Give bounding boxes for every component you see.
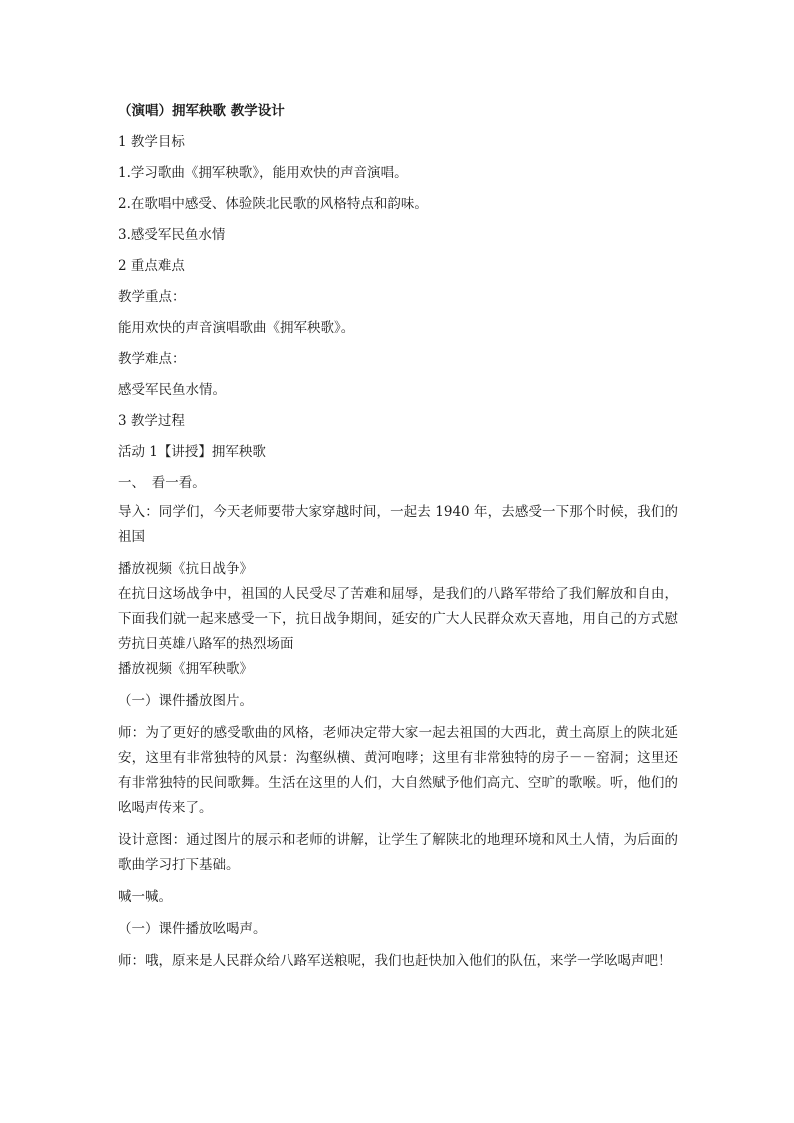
intro-paragraph: 导入：同学们，今天老师要带大家穿越时间，一起去 1940 年，去感受一下那个时候，我们的祖国 <box>118 504 678 545</box>
design-intent-paragraph: 设计意图：通过图片的展示和老师的讲解，让学生了解陕北的地理环境和风土人情，为后面的歌曲学习打下基础。 <box>118 832 678 873</box>
section-heading-keypoints: 2 重点难点 <box>118 258 185 274</box>
keypoint-label: 教学重点： <box>118 289 186 305</box>
objective-1: 1.学习歌曲《拥军秧歌》，能用欢快的声音演唱。 <box>118 165 408 181</box>
document-title: （演唱）拥军秧歌 教学设计 <box>118 103 285 119</box>
video-1-line: 播放视频《抗日战争》 <box>118 561 253 577</box>
document-body <box>118 101 678 974</box>
step-look: 一、 看一看。 <box>118 475 206 491</box>
difficulty-text: 感受军民鱼水情。 <box>118 382 226 398</box>
war-paragraph: 在抗日这场战争中，祖国的人民受尽了苦难和屈辱，是我们的八路军带给了我们解放和自由，下面我们就一起来感受一下，抗日战争期间，延安的广大人民群众欢天喜地，用自己的方式慰劳抗日英雄八路军的热烈场面 <box>118 586 678 652</box>
objective-3: 3.感受军民鱼水情 <box>118 227 226 243</box>
section-heading-process: 3 教学过程 <box>118 413 185 429</box>
activity-heading: 活动 1【讲授】拥军秧歌 <box>118 444 266 460</box>
step-shout: （一）课件播放吆喝声。 <box>118 921 267 937</box>
difficulty-label: 教学难点： <box>118 351 186 367</box>
teacher-paragraph-1: 师：为了更好的感受歌曲的风格，老师决定带大家一起去祖国的大西北，黄土高原上的陕北延安，这里有非常独特的风景：沟壑纵横、黄河咆哮；这里有非常独特的房子－－窑洞；这里还有非常独特的民间歌舞。生活在这里的人们，大自然赋予他们高亢、空旷的歌喉。听，他们的吆喝声传来了。 <box>118 725 678 816</box>
keypoint-text: 能用欢快的声音演唱歌曲《拥军秧歌》。 <box>118 320 355 336</box>
shout-heading: 喊一喊。 <box>118 889 172 905</box>
step-images: （一）课件播放图片。 <box>118 693 253 709</box>
teacher-paragraph-2: 师：哦，原来是人民群众给八路军送粮呢，我们也赶快加入他们的队伍，来学一学吆喝声吧！ <box>118 953 672 969</box>
section-heading-objectives: 1 教学目标 <box>118 134 185 150</box>
objective-2: 2.在歌唱中感受、体验陕北民歌的风格特点和韵味。 <box>118 196 428 212</box>
video-2-line: 播放视频《拥军秧歌》 <box>118 661 253 677</box>
